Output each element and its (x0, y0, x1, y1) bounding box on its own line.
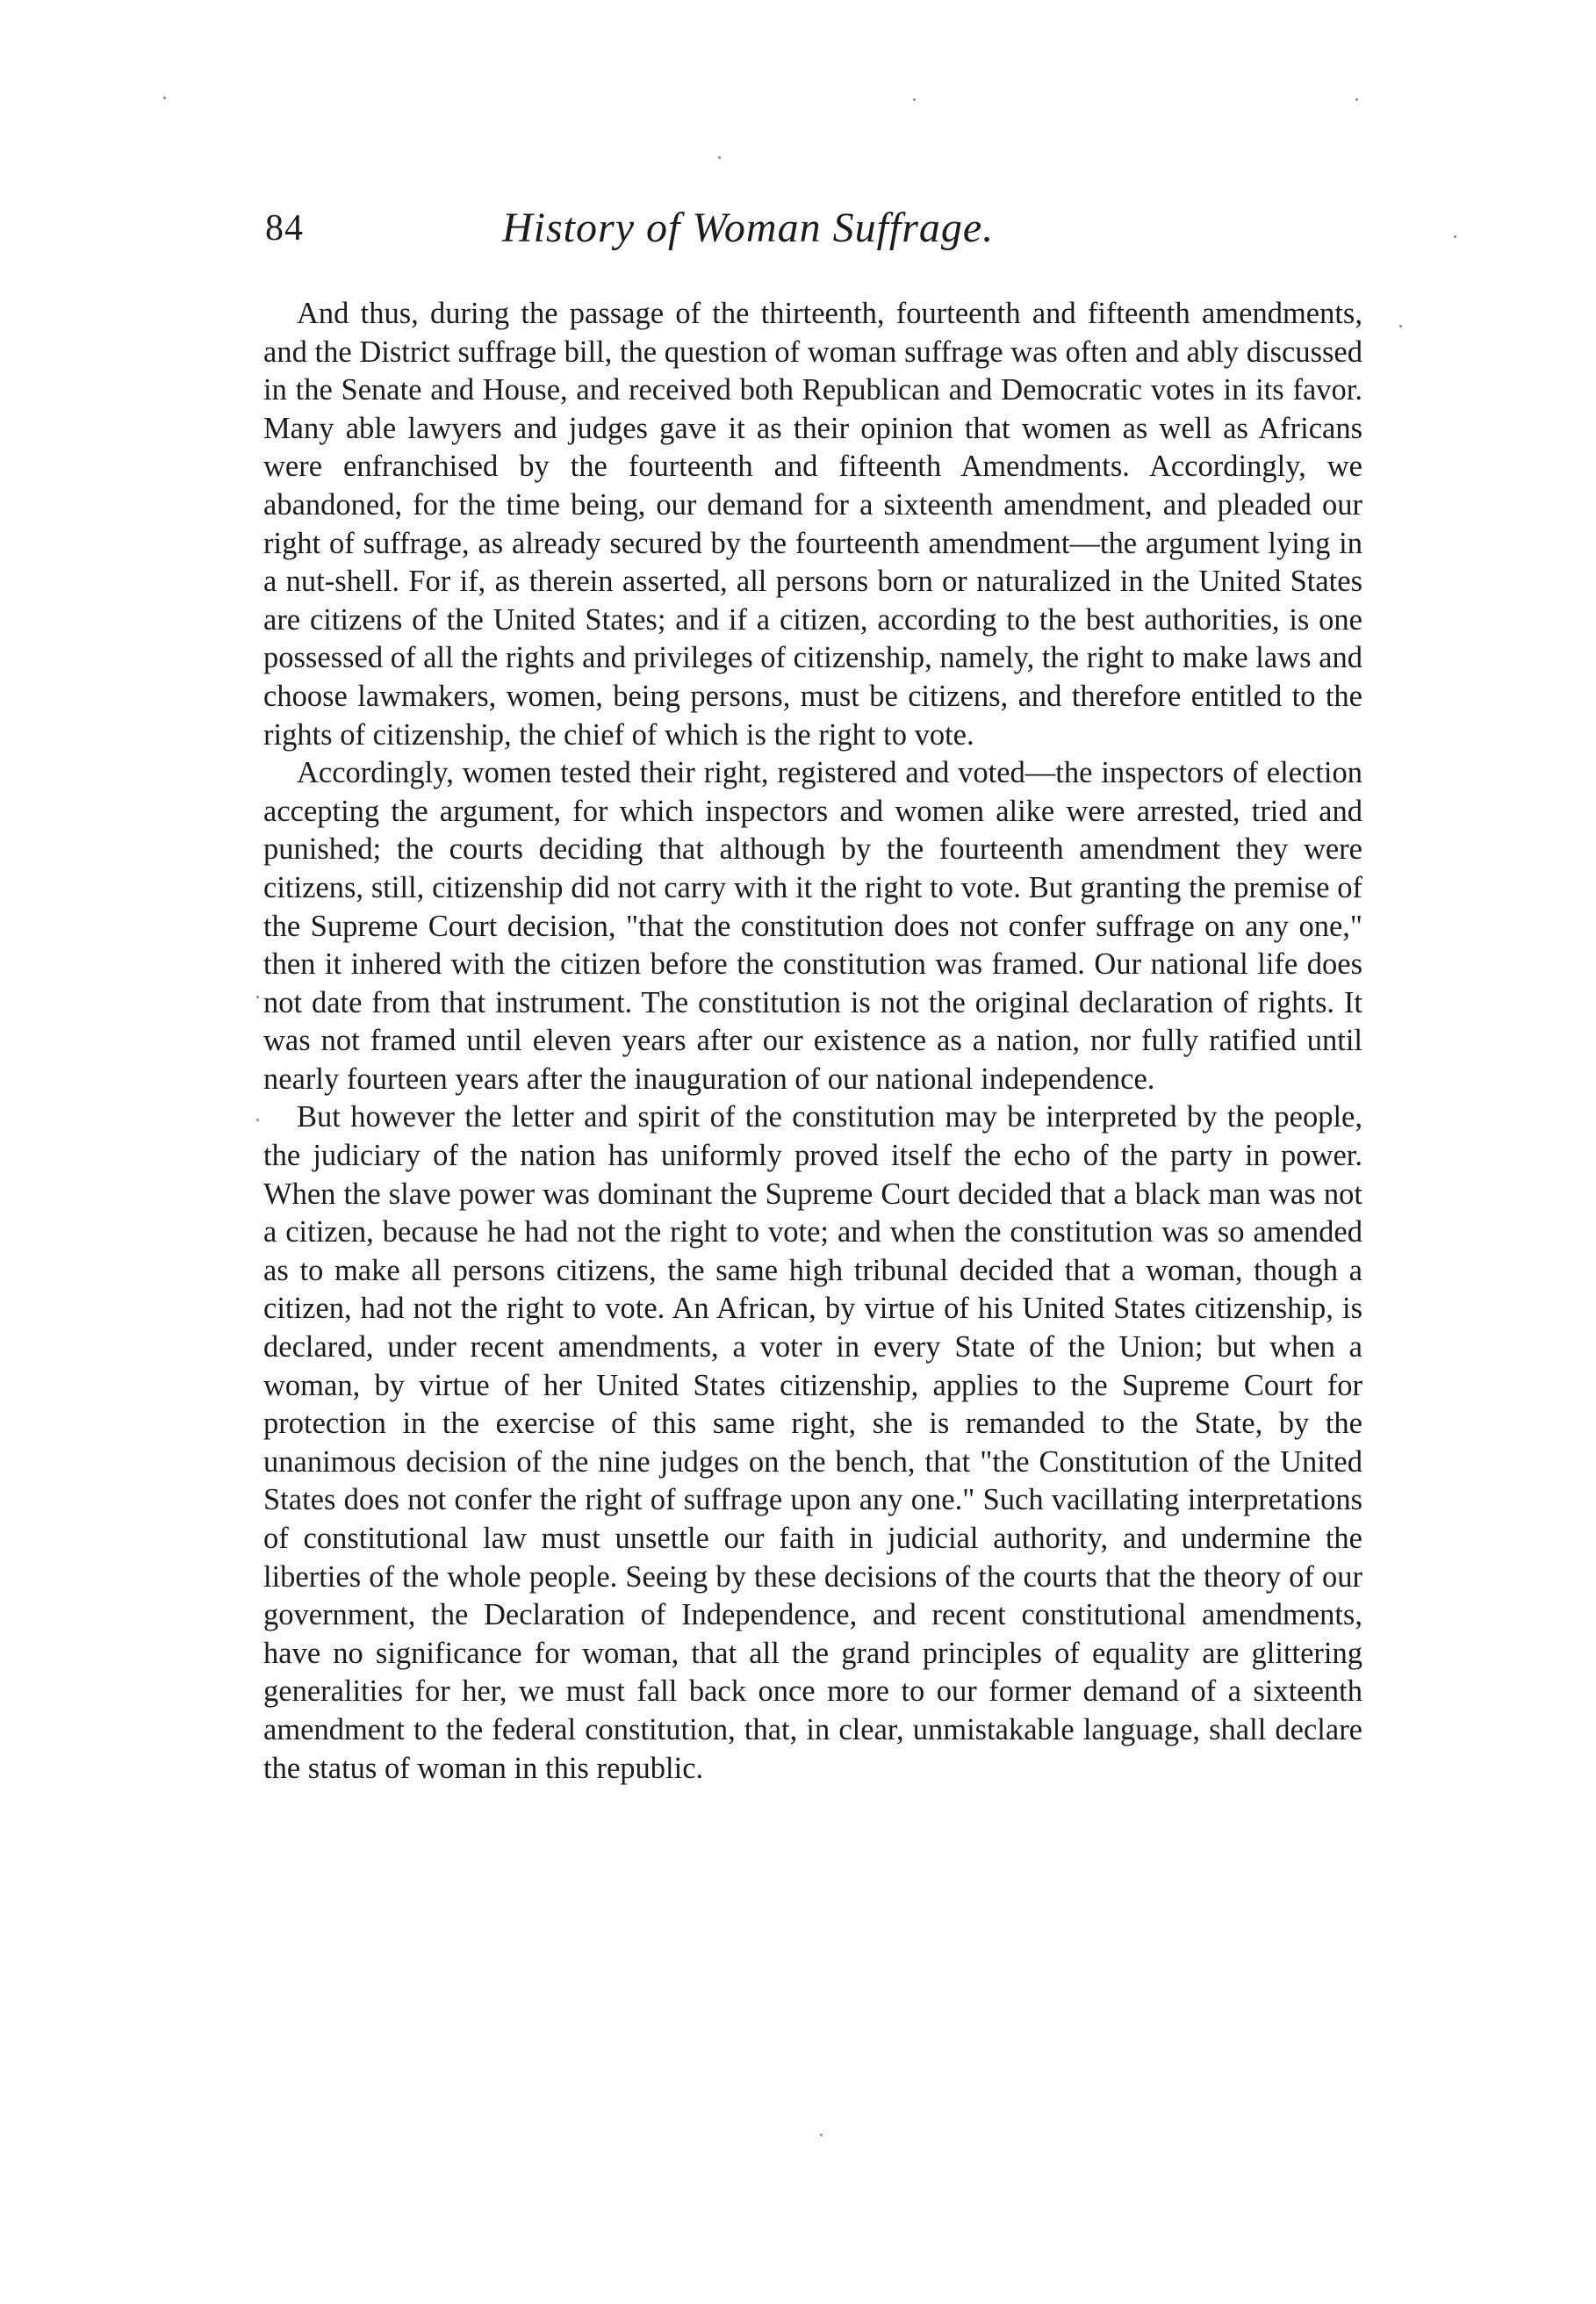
print-speck (1355, 98, 1358, 101)
print-speck (820, 2134, 823, 2136)
print-speck (1454, 235, 1456, 238)
print-speck (1399, 325, 1402, 328)
print-speck (256, 996, 259, 998)
running-title: History of Woman Suffrage. (502, 205, 995, 251)
print-speck (256, 1119, 259, 1121)
page-number: 84 (265, 208, 304, 248)
body-text (263, 295, 1362, 1788)
paragraph: Accordingly, women tested their right, registered and voted—the inspectors of election accepting the argument, for which inspectors and women alike were arrested, tried and punished; the courts deciding that although by the fourteenth amendment they were citizens, still, citizenship did not carry with it the right to vote. But granting the premise of the Supreme Court decision, "that the constitution does not confer suffrage on any one," then it inhered with the citizen before the constitution was framed. Our national life does not date from that instrument. The constitution is not the original declaration of rights. It was not framed until eleven years after our existence as a nation, nor fully ratified until nearly fourteen years after the inauguration of our national independence. (263, 756, 1362, 1096)
paragraph: And thus, during the passage of the thirteenth, fourteenth and fifteenth amendments, and the District suffrage bill, the question of woman suffrage was often and ably discussed in the Senate and House, and received both Republican and Democratic votes in its favor. Many able lawyers and judges gave it as their opinion that women as well as Africans were enfranchised by the fourteenth and fifteenth Amendments. Accordingly, we abandoned, for the time being, our demand for a sixteenth amendment, and pleaded our right of suffrage, as already secured by the fourteenth amendment—the argument lying in a nut-shell. For if, as therein asserted, all persons born or naturalized in the United States are citizens of the United States; and if a citizen, according to the best authorities, is one possessed of all the rights and privileges of citizenship, namely, the right to make laws and choose lawmakers, women, being persons, must be citizens, and therefore entitled to the rights of citizenship, the chief of which is the right to vote. (263, 297, 1362, 752)
page-header (265, 200, 1370, 256)
print-speck (718, 156, 721, 159)
paragraph: But however the letter and spirit of the constitution may be interpreted by the people, the judiciary of the nation has uniformly proved itself the echo of the party in power. When the slave power was dominant the Supreme Court decided that a black man was not a citizen, because he had not the right to vote; and when the constitution was so amended as to make all persons citizens, the same high tribunal decided that a woman, though a citizen, had not the right to vote. An African, by virtue of his United States citizenship, is declared, under recent amendments, a voter in every State of the Union; but when a woman, by virtue of her United States citizenship, applies to the Supreme Court for protection in the exercise of this same right, she is remanded to the State, by the unanimous decision of the nine judges on the bench, that "the Constitution of the United States does not confer the right of suffrage upon any one." Such vacillating interpretations of constitutional law must unsettle our faith in judicial authority, and undermine the liberties of the whole people. Seeing by these decisions of the courts that the theory of our government, the Declaration of Independence, and recent constitutional amendments, have no significance for woman, that all the grand principles of equality are glittering generalities for her, we must fall back once more to our former demand of a sixteenth amendment to the federal constitution, that, in clear, unmistakable language, shall declare the status of woman in this republic. (263, 1100, 1362, 1785)
print-speck (913, 98, 916, 101)
print-speck (163, 97, 166, 99)
